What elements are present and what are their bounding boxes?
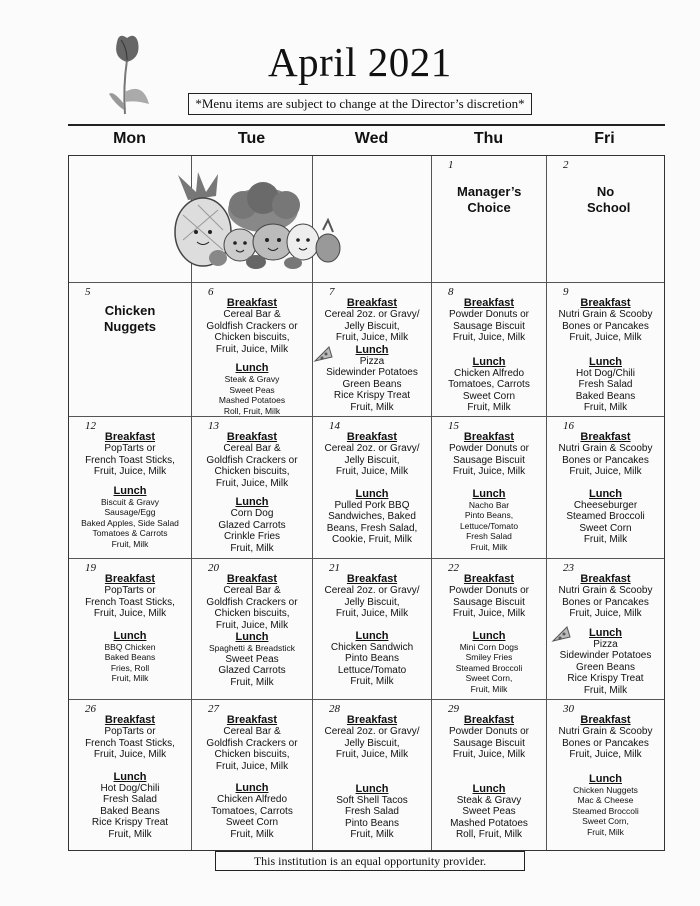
lunch-item: Fresh Salad (103, 794, 157, 805)
day-header-mon: Mon (113, 130, 146, 147)
breakfast-item: Chicken biscuits, (214, 608, 290, 619)
breakfast-heading: Breakfast (226, 431, 278, 443)
cell-apr-12 (69, 417, 192, 559)
lunch-item: Lettuce/Tomato (337, 664, 407, 676)
lunch-item: Pinto Beans (345, 653, 399, 664)
lunch-item: Chicken Nuggets (573, 784, 638, 795)
lunch-item: Tomatoes, Carrots (448, 379, 530, 390)
cell-apr-16 (547, 417, 664, 559)
lunch-item: Mac & Cheese (577, 795, 634, 805)
lunch-item: Soft Shell Tacos (336, 794, 408, 806)
lunch-item: Steamed Broccoli (572, 805, 639, 816)
day-number: 19 (85, 562, 96, 574)
breakfast-item: Cereal Bar & (223, 443, 281, 454)
lunch-heading: Lunch (472, 487, 506, 500)
breakfast-item: Fruit, Juice, Milk (569, 466, 642, 477)
calendar-grid (68, 155, 665, 851)
lunch-item: Green Beans (576, 661, 635, 673)
cell-apr-19 (69, 559, 192, 700)
lunch-item: Tomatoes & Carrots (92, 528, 168, 538)
breakfast-item: Fruit, Juice, Milk (569, 749, 642, 760)
lunch-item: Fruit, Milk (230, 828, 274, 840)
breakfast-heading: Breakfast (104, 431, 156, 443)
cell-apr-7 (313, 283, 432, 417)
lunch-item: Sweet Corn (579, 522, 632, 534)
lunch-item: Tomatoes, Carrots (211, 805, 293, 817)
breakfast-item: Bones or Pancakes (562, 320, 649, 332)
breakfast-heading: Breakfast (346, 714, 398, 726)
lunch-item: Baked Apples, Side Salad (81, 517, 179, 528)
cell-apr-5 (69, 283, 192, 417)
lunch-item: Fries, Roll (110, 662, 150, 673)
breakfast-item: French Toast Sticks, (85, 596, 175, 608)
breakfast-item: Fruit, Juice, Milk (335, 466, 409, 477)
breakfast-item: Sausage Biscuit (453, 596, 525, 608)
breakfast-heading: Breakfast (226, 573, 278, 585)
day-number: 9 (563, 286, 569, 298)
day-number: 8 (448, 286, 454, 298)
breakfast-heading: Breakfast (580, 573, 631, 585)
day-number: 22 (448, 562, 459, 574)
day-number: 1 (448, 159, 454, 171)
cell-apr-8 (432, 283, 547, 417)
lunch-heading: Lunch (355, 782, 389, 795)
breakfast-item: Bones or Pancakes (562, 454, 649, 466)
lunch-heading: Lunch (235, 782, 269, 794)
lunch-item: Lettuce/Tomato (459, 520, 519, 531)
breakfast-item: Nutri Grain & Scooby (558, 309, 653, 320)
lunch-item: Green Beans (342, 378, 402, 390)
lunch-item: Rice Krispy Treat (567, 673, 644, 684)
day-number: 29 (448, 703, 459, 715)
cell-apr-23 (547, 559, 664, 700)
breakfast-heading: Breakfast (580, 297, 631, 309)
breakfast-item: Cereal 2oz. or Gravy/ (324, 443, 420, 454)
breakfast-heading: Breakfast (346, 297, 398, 309)
breakfast-item: Goldfish Crackers or (206, 737, 298, 749)
lunch-item: Chicken Alfredo (216, 794, 288, 805)
cell-apr-20 (192, 559, 313, 700)
breakfast-item: Cereal 2oz. or Gravy/ (324, 309, 420, 320)
breakfast-item: Fruit, Juice, Milk (569, 332, 642, 343)
day-number: 27 (208, 703, 219, 715)
lunch-item: Fresh Salad (466, 531, 512, 541)
cell-apr-27 (192, 700, 313, 850)
breakfast-item: Fruit, Juice, Milk (452, 466, 526, 477)
day-number: 21 (329, 562, 340, 574)
breakfast-item: Goldfish Crackers or (206, 454, 298, 466)
breakfast-item: Fruit, Juice, Milk (335, 332, 409, 343)
lunch-item: Pinto Beans, (464, 510, 514, 520)
lunch-heading: Lunch (235, 631, 269, 643)
lunch-item: Roll, Fruit, Milk (455, 829, 523, 840)
breakfast-item: French Toast Sticks, (85, 454, 175, 466)
lunch-heading: Lunch (355, 487, 389, 500)
day-header-tue: Tue (237, 130, 266, 147)
lunch-item: Baked Beans (104, 652, 156, 662)
breakfast-heading: Breakfast (463, 714, 515, 726)
lunch-item: Rice Krispy Treat (91, 817, 169, 828)
lunch-item: Fruit, Milk (230, 542, 274, 554)
lunch-item: Steak & Gravy (456, 794, 522, 806)
breakfast-item: Cereal 2oz. or Gravy/ (324, 726, 420, 737)
breakfast-item: Chicken biscuits, (214, 332, 290, 343)
breakfast-item: Fruit, Juice, Milk (215, 619, 289, 631)
lunch-item: Pulled Pork BBQ (334, 499, 410, 511)
lunch-heading: Lunch (472, 355, 506, 368)
lunch-item: Fruit, Milk (583, 534, 628, 545)
day-header-fri: Fri (594, 130, 615, 147)
breakfast-heading: Breakfast (346, 573, 398, 585)
special-text: Chicken Nuggets (104, 303, 156, 334)
breakfast-item: Jelly Biscuit, (344, 596, 400, 608)
breakfast-item: Powder Donuts or (448, 585, 530, 596)
lunch-item: Fruit, Milk (111, 673, 149, 683)
cell-apr-6 (192, 283, 313, 417)
breakfast-item: Chicken biscuits, (214, 749, 290, 760)
breakfast-heading: Breakfast (346, 431, 398, 443)
lunch-item: Fresh Salad (578, 379, 633, 390)
lunch-item: Nacho Bar (468, 499, 510, 510)
lunch-item: Fruit, Milk (350, 401, 394, 413)
cell-apr-22 (432, 559, 547, 700)
lunch-item: Fruit, Milk (350, 829, 394, 840)
lunch-heading: Lunch (235, 496, 269, 508)
breakfast-item: PopTarts or (104, 443, 156, 454)
special-text: No School (587, 184, 631, 215)
lunch-item: Sweet Corn, (465, 673, 513, 683)
lunch-item: Steamed Broccoli (566, 511, 645, 522)
lunch-item: Chicken Sandwich (330, 641, 414, 653)
breakfast-item: PopTarts or (104, 585, 156, 596)
lunch-item: Pizza (593, 638, 618, 650)
lunch-item: Sweet Peas (225, 653, 279, 665)
lunch-item: Pinto Beans (345, 817, 399, 829)
breakfast-heading: Breakfast (580, 431, 631, 443)
breakfast-item: Fruit, Juice, Milk (452, 608, 526, 619)
lunch-heading: Lunch (355, 629, 389, 642)
breakfast-item: Powder Donuts or (448, 726, 530, 737)
breakfast-heading: Breakfast (580, 714, 631, 726)
lunch-item: Steak & Gravy (224, 374, 280, 384)
breakfast-item: Fruit, Juice, Milk (215, 760, 289, 772)
lunch-item: Mashed Potatoes (450, 817, 528, 829)
lunch-item: Fruit, Milk (111, 538, 149, 549)
breakfast-item: French Toast Sticks, (85, 737, 175, 749)
fruits-vegetables-illustration (168, 170, 348, 270)
lunch-item: Mashed Potatoes (218, 395, 286, 405)
breakfast-item: Nutri Grain & Scooby (558, 726, 653, 737)
lunch-item: Fruit, Milk (587, 826, 624, 837)
day-number: 28 (329, 703, 340, 715)
day-header-wed: Wed (354, 130, 389, 147)
lunch-item: Fruit, Milk (470, 683, 508, 694)
breakfast-item: Cereal Bar & (223, 309, 281, 320)
menu-notice: *Menu items are subject to change at the Director’s discretion* (188, 93, 532, 115)
breakfast-item: PopTarts or (104, 726, 156, 737)
day-number: 7 (329, 286, 335, 298)
cell-apr-14 (313, 417, 432, 559)
breakfast-item: Goldfish Crackers or (206, 596, 298, 608)
day-number: 2 (563, 159, 569, 171)
lunch-item: Pizza (359, 355, 385, 367)
lunch-item: Crinkle Fries (223, 531, 281, 542)
lunch-item: Sausage/Egg (104, 507, 156, 517)
breakfast-item: Fruit, Juice, Milk (93, 749, 167, 760)
breakfast-item: Fruit, Juice, Milk (335, 749, 409, 760)
lunch-heading: Lunch (472, 629, 506, 642)
lunch-heading: Lunch (235, 362, 269, 374)
breakfast-item: Fruit, Juice, Milk (93, 466, 167, 477)
lunch-item: Corn Dog (230, 508, 274, 519)
lunch-item: Sidewinder Potatoes (559, 650, 652, 661)
breakfast-item: Sausage Biscuit (453, 320, 525, 332)
lunch-heading: Lunch (589, 487, 622, 500)
lunch-item: Fruit, Milk (470, 541, 508, 552)
lunch-item: Mini Corn Dogs (459, 641, 519, 652)
lunch-item: Fruit, Milk (230, 676, 274, 688)
lunch-heading: Lunch (113, 629, 147, 642)
lunch-item: Fruit, Milk (350, 676, 394, 687)
day-number: 6 (208, 286, 214, 298)
lunch-item: BBQ Chicken (104, 641, 156, 652)
breakfast-heading: Breakfast (226, 297, 278, 309)
day-number: 16 (563, 420, 574, 432)
breakfast-item: Fruit, Juice, Milk (215, 477, 289, 489)
lunch-item: Sweet Corn (225, 817, 279, 828)
lunch-item: Sweet Peas (462, 806, 516, 817)
lunch-item: Glazed Carrots (218, 665, 286, 676)
lunch-heading: Lunch (355, 343, 389, 356)
lunch-heading: Lunch (589, 772, 622, 785)
breakfast-heading: Breakfast (463, 431, 515, 443)
lunch-item: Cookie, Fruit, Milk (331, 534, 412, 545)
day-number: 23 (563, 562, 574, 574)
day-number: 15 (448, 420, 459, 432)
cell-apr-28 (313, 700, 432, 850)
breakfast-item: Jelly Biscuit, (344, 737, 400, 749)
breakfast-item: Sausage Biscuit (453, 454, 525, 466)
lunch-heading: Lunch (589, 626, 622, 639)
breakfast-item: Nutri Grain & Scooby (558, 585, 653, 596)
breakfast-heading: Breakfast (463, 297, 515, 309)
breakfast-heading: Breakfast (104, 573, 156, 585)
day-number: 5 (85, 286, 91, 298)
lunch-item: Chicken Alfredo (453, 367, 525, 379)
breakfast-heading: Breakfast (226, 714, 278, 726)
lunch-item: Baked Beans (575, 390, 636, 402)
day-number: 26 (85, 703, 96, 715)
breakfast-item: Cereal Bar & (223, 726, 281, 737)
lunch-item: Fruit, Milk (467, 402, 511, 413)
lunch-item: Hot Dog/Chili (100, 782, 160, 794)
lunch-item: Fresh Salad (345, 806, 399, 817)
breakfast-item: Chicken biscuits, (214, 466, 290, 477)
lunch-heading: Lunch (589, 355, 622, 368)
lunch-item: Glazed Carrots (218, 519, 286, 531)
day-number: 30 (563, 703, 574, 715)
lunch-item: Baked Beans (100, 805, 160, 817)
lunch-item: Spaghetti & Breadstick (209, 643, 295, 653)
breakfast-heading: Breakfast (104, 714, 156, 726)
day-number: 20 (208, 562, 219, 574)
breakfast-item: Jelly Biscuit, (344, 454, 400, 466)
day-number: 12 (85, 420, 96, 432)
cell-apr-9 (547, 283, 664, 417)
breakfast-item: Fruit, Juice, Milk (215, 343, 289, 355)
cell-apr-13 (192, 417, 313, 559)
equal-opportunity-notice: This institution is an equal opportunity provider. (215, 851, 525, 871)
cell-apr-26 (69, 700, 192, 850)
breakfast-item: Bones or Pancakes (562, 596, 649, 608)
day-number: 14 (329, 420, 340, 432)
page-title: April 2021 (268, 39, 452, 85)
day-header-thu: Thu (473, 130, 504, 147)
breakfast-heading: Breakfast (463, 573, 515, 585)
lunch-item: Sweet Peas (229, 384, 275, 395)
cell-apr-2 (547, 156, 664, 283)
breakfast-item: Bones or Pancakes (562, 737, 649, 749)
breakfast-item: Sausage Biscuit (453, 737, 525, 749)
cell-apr-30 (547, 700, 664, 850)
lunch-item: Fruit, Milk (583, 684, 628, 696)
breakfast-item: Goldfish Crackers or (206, 320, 298, 332)
header-rule (68, 124, 665, 126)
breakfast-item: Fruit, Juice, Milk (93, 608, 167, 619)
lunch-item: Sweet Corn, (582, 816, 629, 826)
lunch-item: Rice Krispy Treat (333, 390, 411, 401)
tulip-icon (105, 32, 165, 117)
lunch-item: Sidewinder Potatoes (326, 367, 418, 378)
lunch-item: Fruit, Milk (108, 828, 152, 840)
lunch-heading: Lunch (113, 484, 147, 497)
lunch-heading: Lunch (472, 782, 506, 795)
lunch-item: Cheeseburger (573, 499, 638, 511)
special-text: Manager’s Choice (457, 184, 522, 215)
lunch-heading: Lunch (113, 770, 147, 783)
breakfast-item: Cereal 2oz. or Gravy/ (324, 585, 420, 596)
lunch-item: Smiley Fries (465, 652, 513, 662)
day-number: 13 (208, 420, 219, 432)
lunch-item: Biscuit & Gravy (100, 496, 160, 507)
cell-apr-1 (432, 156, 547, 283)
breakfast-item: Fruit, Juice, Milk (335, 608, 409, 619)
breakfast-item: Fruit, Juice, Milk (452, 332, 526, 343)
cell-apr-29 (432, 700, 547, 850)
breakfast-item: Jelly Biscuit, (344, 320, 400, 332)
cell-apr-15 (432, 417, 547, 559)
lunch-item: Sandwiches, Baked (328, 511, 416, 522)
breakfast-item: Powder Donuts or (448, 443, 530, 454)
breakfast-item: Cereal Bar & (223, 585, 281, 596)
lunch-item: Roll, Fruit, Milk (223, 405, 281, 416)
breakfast-item: Powder Donuts or (448, 309, 530, 320)
lunch-item: Sweet Corn (462, 390, 516, 402)
cell-apr-21 (313, 559, 432, 700)
breakfast-item: Fruit, Juice, Milk (452, 749, 526, 760)
lunch-item: Beans, Fresh Salad, (326, 522, 418, 534)
lunch-item: Steamed Broccoli (455, 662, 523, 673)
breakfast-item: Nutri Grain & Scooby (558, 443, 653, 454)
lunch-item: Hot Dog/Chili (576, 367, 635, 379)
breakfast-item: Fruit, Juice, Milk (569, 608, 642, 619)
lunch-item: Fruit, Milk (583, 402, 628, 413)
